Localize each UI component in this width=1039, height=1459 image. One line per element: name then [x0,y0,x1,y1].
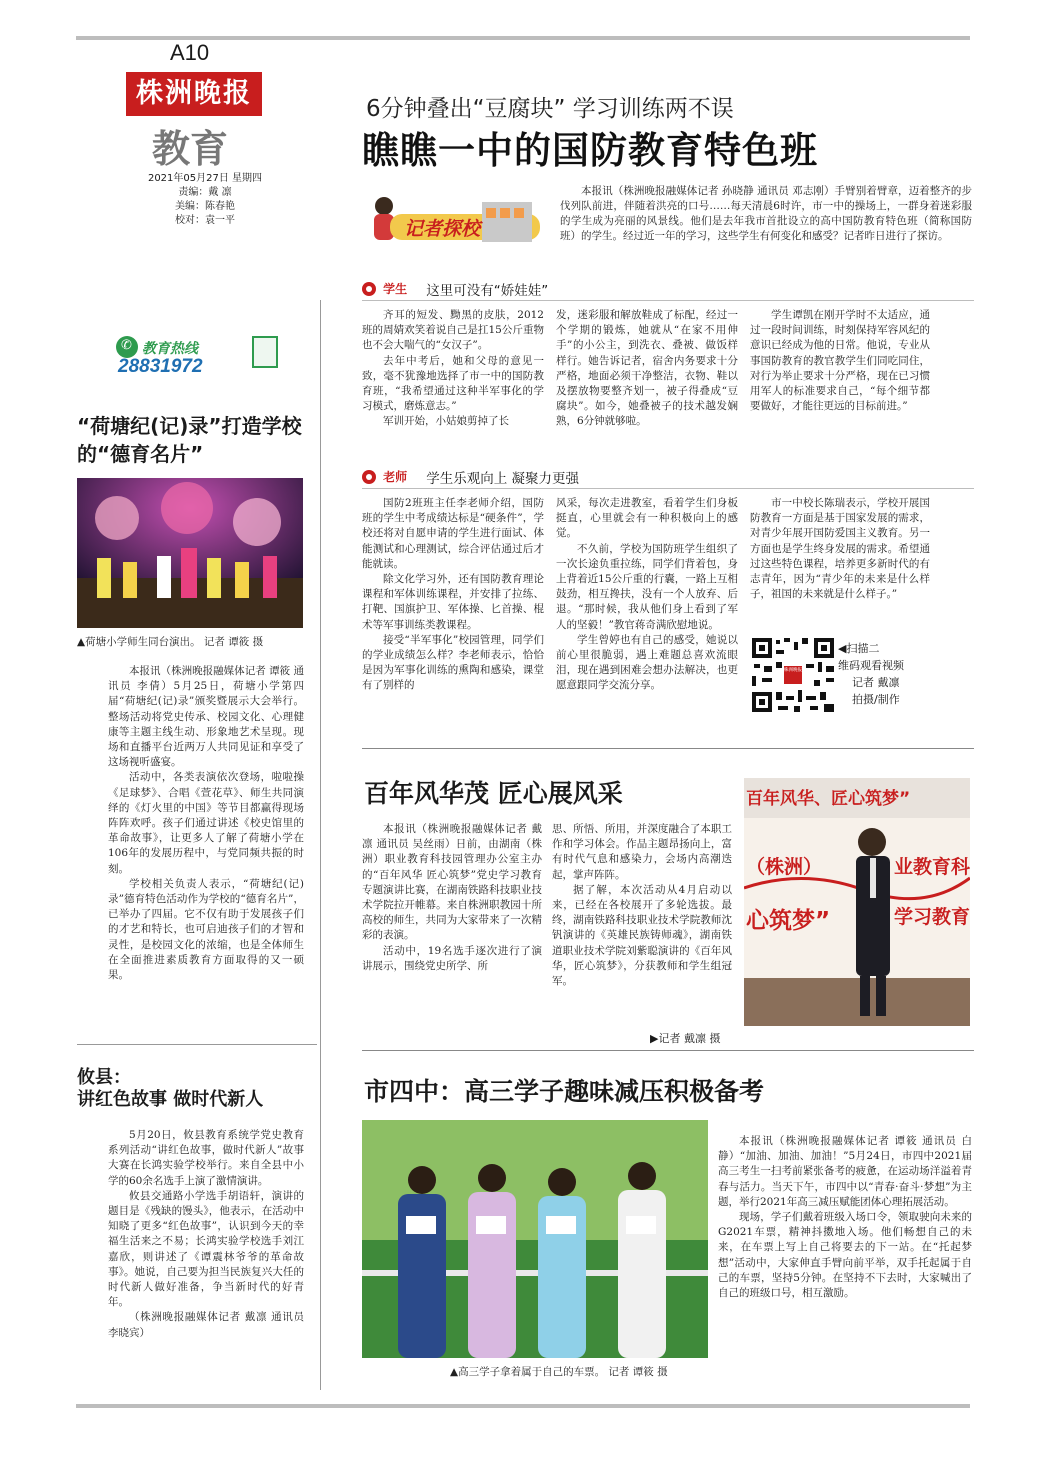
story3-stage-text2: 业教育科 [894,856,970,878]
section-title: 教育 [152,126,229,171]
hotline-label: 教育热线 [142,341,198,357]
story4-top-rule [362,1050,974,1051]
sub1-rule [362,300,974,301]
sub2-title: 学生乐观向上 凝聚力更强 [426,470,579,487]
story4-photo-art [362,1120,708,1358]
hotline-number: 28831972 [118,356,203,377]
qr-stamp: 株洲晚报 [784,668,802,673]
story3-col1: 本报讯（株洲晚报融媒体记者 戴凛 通讯员 吴丝雨）日前，由湖南（株洲）职业教育科技园管理办公室主办的“百年风华 匠心筑梦”党史学习教育专题演讲比赛，在湖南铁路科技职业技术学院拉开帷幕。来自株洲职教园十所高校的师生，共同为大家带来了一次精彩的表演。 活动中，19名选手逐次进行了演讲展示，围绕党史所学、所 [362,823,542,972]
top-rule [76,36,970,40]
story2-title-line1: 攸县： [77,1067,131,1088]
story4-body: 本报讯（株洲晚报融媒体记者 谭筱 通讯员 白静）“加油、加油、加油！”5月24日，市四中2021届高三考生一扫考前紧张备考的疲惫，在运动场洋溢着青春与活力。当天下午，市四中以“青春·奋斗·梦想”为主题，举行2021年高三减压赋能团体心理拓展活动。 现场，学子们戴着班级入场口令，领取驶向未来的G2021车票，精神抖擞地入场。他们畅想自己的未来，在车票上写上自己将要去的下一站。在“托起梦想”活动中，大家伸直手臂向前平举，双手托起属于自己的车票，坚持5分钟。在坚持不下去时，大家喊出了自己的班级口号，相互激励。 [718,1135,972,1300]
sub1-col1: 齐耳的短发、黝黑的皮肤，2012班的周婧欢笑着说自己是扛15公斤重物也不会大喘气的“女汉子”。 去年中考后，她和父母的意见一致，毫不犹豫地选择了市一中的国防教育班，“我希望通过这种半军事化的学习模式，磨炼意志。” 军训开始，小姑娘剪掉了长 [362,309,544,428]
story3-top-rule [362,748,974,749]
story3-photo [744,778,970,1026]
teacher-dot-icon [362,470,376,484]
pointer-left-icon: ◀ [838,642,847,655]
proofreader: 校对：袁一平 [175,215,235,226]
story3-photo-credit: ▶记者 戴凛 摄 [650,1032,721,1045]
sub2-label: 老师 [383,470,408,484]
date: 2021年05月27日 星期四 [147,173,263,184]
lead-kicker: 6分钟叠出“豆腐块” 学习训练两不误 [366,96,734,122]
sub2-header [362,466,974,487]
story2-top-rule [77,1044,317,1045]
paper-logo: 株洲晚报 [126,72,262,116]
story3-stage-text4: 学习教育 [894,906,970,928]
reporter-badge [362,192,548,252]
story1-photo-caption: ▲荷塘小学师生同台演出。 记者 谭筱 摄 [77,636,264,648]
designer: 美编：陈春艳 [175,201,235,212]
story3-stage-text1: （株洲） [746,856,823,878]
sub1-header [362,278,974,299]
story2-body: 5月20日，攸县教育系统学党史教育系列活动“讲红色故事，做时代新人”故事大赛在长鸿实验学校举行。来自全县中小学的60余名选手上演了激情演讲。 攸县交通路小学选手胡语轩，演讲的题目是《残缺的馒头》，他表示，在活动中知晓了更多“红色故事”，认识到今天的幸福生活来之不易；长鸿实验学校选手刘江嘉欣，则讲述了《谭震林爷爷的革命故事》。她说，自己要为担当民族复兴大任的时代新人做好准备，争当新时代的好青年。 （株洲晚报融媒体记者 戴凛 通讯员 李晓宾） [108,1129,304,1339]
lead-headline: 瞧瞧一中的国防教育特色班 [362,129,818,172]
story1-title: “荷塘纪(记)录”打造学校的“德育名片” [77,414,302,466]
sub1-col2: 发，迷彩服和解放鞋成了标配，经过一个学期的锻炼，她就从“在家不用伸手”的小公主，到洗衣、叠被、做饭样样行。她告诉记者，宿舍内务要求十分严格，地面必须干净整洁，衣物、鞋以及摆放物要整齐划一，被子得叠成“豆腐块”。如今，她叠被子的技术越发娴熟，6分钟就够啦。 [556,309,738,428]
story1-photo [77,478,303,628]
story3-banner: 百年风华、匠心筑梦” [746,789,911,809]
column-divider [320,300,321,1390]
reporter-badge-label: 记者探校 [404,218,481,240]
sub1-label: 学生 [383,282,408,296]
sub1-col3: 学生谭凯在刚开学时不太适应，通过一段时间训练，时刻保持军容风纪的意识已经成为他的日常。他说，专业从事国防教育的教官教学生们同吃同住，对行为举止要求十分严格，现在已习惯用军人的标准要求自己，“每个细节都要做好，才能往更远的目标前进。” [750,309,930,413]
story3-col2: 思、所悟、所用，并深度融合了本职工作和学习体会。作品主题昂扬向上，富有时代气息和感染力，会场内高潮迭起，掌声阵阵。 据了解，本次活动从4月启动以来，已经在各校展开了多轮选拔。最终，湖南铁路科技职业技术学院教师沈钒演讲的《英雄民族铸师魂》，湖南铁道职业技术学院刘紫聪演讲的《百年风华，匠心筑梦》，分获教师和学生组冠军。 [552,823,732,988]
story1-photo-art [77,478,303,628]
sub2-col2: 风采，每次走进教室，看着学生们身板挺直，心里就会有一种积极向上的感觉。 不久前，学校为国防班学生组织了一次长途负重拉练，同学们背着包，身上背着近15公斤重的行囊，一路上互相鼓劲，相互搀扶，没有一个人放弃、后退。“那时候，我从他们身上看到了军人的坚毅！”教官蒋奇满欣慰地说。 学生曾婷也有自己的感受，她说以前心里很脆弱，遇上难题总喜欢流眼泪，现在遇到困难会想办法解决，也更愿意跟同学交流分享。 [556,497,738,692]
story1-body: 本报讯（株洲晚报融媒体记者 谭筱 通讯员 李倩）5月25日，荷塘小学第四届“荷塘纪(记)录”颁奖暨展示大会举行。整场活动将党史传承、校园文化、心理健康等主题主线生动、形象地艺术呈现。现场和直播平台近两万人共同见证和享受了这场视听盛宴。 活动中，各类表演依次登场，啦啦操《足球梦》、合唱《萱花草》、师生共同演绎的《灯火里的中国》等节目都赢得现场阵阵欢呼。孩子们通过讲述《校史馆里的革命故事》，让更多人了解了荷塘小学在106年的发展历程中，与党同频共振的时刻。 学校相关负责人表示，“荷塘纪(记)录”德育特色活动作为学校的“德育名片”，已举办了四届。它不仅有助于发展孩子们的才艺和特长，也可启迪孩子们的才智和灵性，是校园文化的浓缩，也是全体师生在全面推进素质教育方面取得的又一硕果。 [108,665,304,982]
story3-title: 百年风华茂 匠心展风采 [364,779,623,808]
qr-code[interactable] [750,636,836,714]
qr-caption: ◀扫描二 维码观看视频 记者 戴凛 拍摄/制作 [838,642,904,706]
hotline-box [116,332,286,378]
notebook-icon [252,336,278,368]
story4-photo [362,1120,708,1358]
sub2-col1: 国防2班班主任李老师介绍，国防班的学生中考成绩达标是“硬条件”，学校还将对自愿申请的学生进行面试、体能测试和心理测试，综合评估通过后才能就读。 除文化学习外，还有国防教育理论课程和军体训练课程，并安排了拉练、打靶、国旗护卫、军体操、匕首操、棍术等军事训练类教课程。 接受“半军事化”校园管理，同学们的学业成绩怎么样？李老师表示，恰恰是因为军事化训练的熏陶和感染，课堂有了别样的 [362,497,544,692]
story4-photo-caption: ▲高三学子拿着属于自己的车票。 记者 谭筱 摄 [450,1366,668,1378]
page-number: A10 [170,40,210,65]
editor: 责编：戴 凛 [178,187,232,198]
story4-title: 市四中：高三学子趣味减压积极备考 [364,1077,765,1106]
student-dot-icon [362,282,376,296]
sub1-title: 这里可没有“娇娃娃” [426,282,549,299]
lead-intro: 本报讯（株洲晚报融媒体记者 孙晓静 通讯员 邓志刚）手臂别着臂章，迈着整齐的步伐列队前进，伴随着洪亮的口号……每天清晨6时许，市一中的操场上，一群身着迷彩服的学生成为亮丽的风景线。他们是去年我市首批设立的高中国防教育特色班（简称国防班）的学生。经过近一年的学习，这些学生有何变化和感受？记者昨日进行了探访。 [560,185,972,242]
edition-info [130,172,280,228]
story2-title-line2: 讲红色故事 做时代新人 [77,1089,264,1110]
sub2-col3: 市一中校长陈瑞表示，学校开展国防教育一方面是基于国家发展的需求，对青少年展开国防爱国主义教育。另一方面也是学生终身发展的需求。希望通过这些特色课程，培养更多新时代的有志青年，因为“青少年的未来是什么样子，祖国的未来就是什么样子。” [750,497,930,601]
sub2-rule [362,488,974,489]
story3-stage-text3: 心筑梦” [746,908,831,934]
bottom-rule [76,1404,970,1408]
phone-glyph-icon: ✆ [121,338,132,353]
